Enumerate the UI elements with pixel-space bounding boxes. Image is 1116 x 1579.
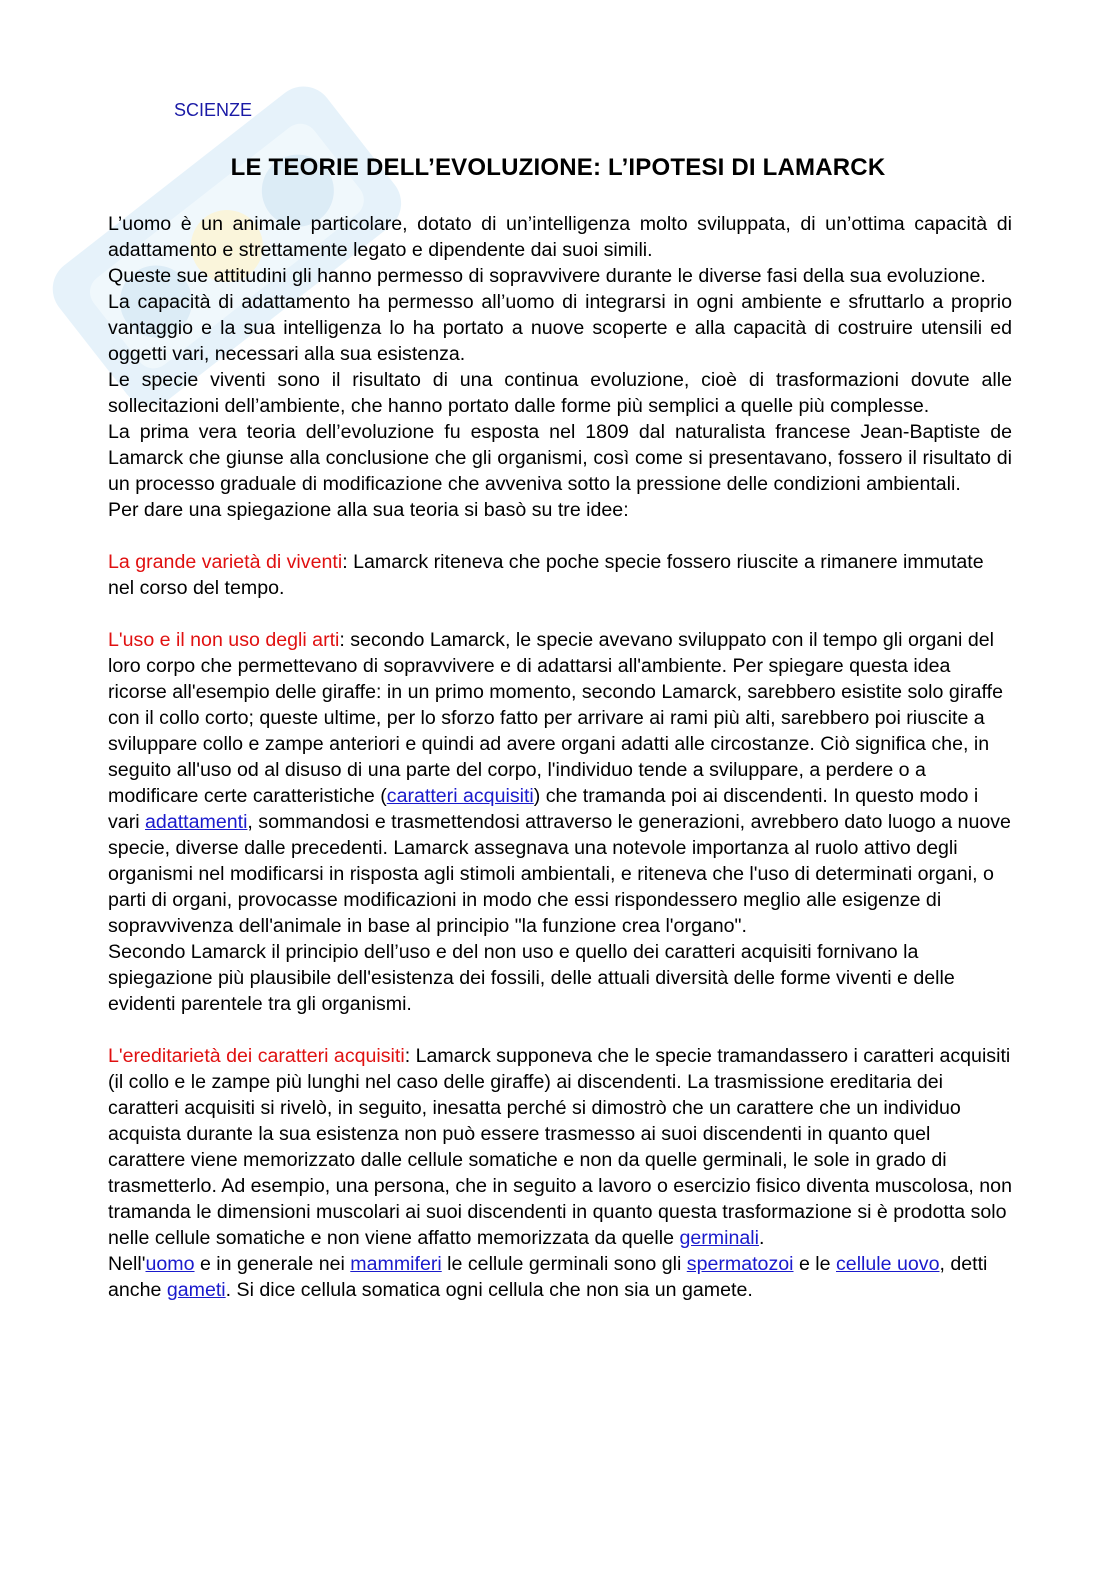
intro-paragraph-6: Per dare una spiegazione alla sua teoria si basò su tre idee: <box>108 499 629 521</box>
idea-3-paragraph-2 <box>108 1251 1012 1303</box>
link-gameti[interactable]: gameti <box>166 1279 226 1301</box>
link-cellule-uovo[interactable]: cellule uovo <box>836 1253 940 1275</box>
document-body <box>108 211 1012 1303</box>
link-spermatozoi[interactable]: spermatozoi <box>686 1253 794 1275</box>
intro-paragraph-1: L’uomo è un animale particolare, dotato di un’intelligenza molto sviluppata, di un’ottima capacità di adattamento e strettamente legato e dipendente dai suoi simili. <box>108 213 1012 261</box>
intro-paragraph-4: Le specie viventi sono il risultato di una continua evoluzione, cioè di trasformazioni dovute alle sollecitazioni dell’ambiente, che hanno portato dalle forme più semplici a quelle più complesse. <box>108 369 1012 417</box>
text-fragment: . Si dice cellula somatica ogni cellula che non sia un gamete. <box>225 1279 753 1301</box>
intro-paragraph-2: Queste sue attitudini gli hanno permesso di sopravvivere durante le diverse fasi della sua evoluzione. <box>108 265 986 287</box>
page-title: LE TEORIE DELL’EVOLUZIONE: L’IPOTESI DI LAMARCK <box>230 154 886 181</box>
text-fragment: e le <box>793 1253 836 1275</box>
idea-2-text-b: ) che tramanda poi ai discendenti. In questo modo i vari <box>108 785 979 833</box>
idea-1-heading: La grande varietà di viventi <box>108 551 343 573</box>
idea-2-text-a: : secondo Lamarck, le specie avevano sviluppato con il tempo gli organi del loro corpo che permettevano di sopravvivere e di adattarsi all'ambiente. Per spiegare questa idea ricorse all'esempio delle giraffe: in un primo momento, secondo Lamarck, sarebbero esistite solo giraffe con il collo corto; queste ultime, per lo sforzo fatto per arrivare ai rami più alti, sarebbero poi riuscite a sviluppare collo e zampe anteriori e quindi ad avere organi adatti alle circostanze. Ciò significa che, in seguito all'uso od al disuso di una parte del corpo, l'individuo tende a svilupparе, a perdere o a modificare certe caratteristiche ( <box>108 629 1003 807</box>
idea-3-text-b: . <box>758 1227 765 1249</box>
text-fragment: Nell' <box>108 1253 146 1275</box>
text-fragment: le cellule germinali sono gli <box>441 1253 687 1275</box>
idea-3-heading: L'ereditarietà dei caratteri acquisiti <box>108 1045 405 1067</box>
text-fragment: e in generale nei <box>194 1253 351 1275</box>
idea-2-followup: Secondo Lamarck il principio dell’uso e del non uso e quello dei caratteri acquisiti fornivano la spiegazione più plausibile dell'esistenza dei fossili, delle attuali diversità delle forme viventi e delle evidenti parentele tra gli organismi. <box>108 941 955 1015</box>
link-caratteri-acquisiti[interactable]: caratteri acquisiti <box>386 785 534 807</box>
idea-1-text: : Lamarck riteneva che poche specie fossero riuscite a rimanere immutate nel corso del tempo. <box>108 551 984 599</box>
link-mammiferi[interactable]: mammiferi <box>350 1253 442 1275</box>
idea-3-text-a: : Lamarck supponeva che le specie tramandassero i caratteri acquisiti (il collo e le zampe più lunghi nel caso delle giraffe) ai discendenti. La trasmissione ereditaria dei caratteri acquisiti si rivelò, in seguito, inesatta perché si dimostrò che un carattere che un individuo acquista durante la sua esistenza non può essere trasmesso ai suoi discendenti in quanto quel carattere viene memorizzato dalle cellule somatiche e non da quelle germinali, le sole in grado di trasmetterlo. Ad esempio, una persona, che in seguito a lavoro o esercizio fisico diventa muscolosa, non tramanda le dimensioni muscolari ai suoi discendenti in quanto questa trasformazione si è prodotta solo nelle cellule somatiche e non viene affatto memorizzata da quelle <box>108 1045 1012 1249</box>
intro-paragraph-3: La capacità di adattamento ha permesso all’uomo di integrarsi in ogni ambiente e sfruttarlo a proprio vantaggio e la sua intelligenza lo ha portato a nuove scoperte e alla capacità di costruire utensili ed oggetti vari, necessari alla sua esistenza. <box>108 291 1012 365</box>
intro-paragraph-5: La prima vera teoria dell’evoluzione fu esposta nel 1809 dal naturalista francese Jean-Baptiste de Lamarck che giunse alla conclusione che gli organismi, così come si presentavano, fossero il risultato di un processo graduale di modificazione che avveniva sotto la pressione delle condizioni ambientali. <box>108 421 1012 495</box>
link-adattamenti[interactable]: adattamenti <box>145 811 248 833</box>
link-uomo[interactable]: uomo <box>145 1253 195 1275</box>
idea-2-paragraph <box>108 627 1012 939</box>
subject-label: SCIENZE <box>174 100 253 120</box>
idea-3-paragraph <box>108 1043 1012 1251</box>
text-fragment: , detti anche <box>108 1253 988 1301</box>
idea-2-heading: L'uso e il non uso degli arti <box>108 629 340 651</box>
idea-2-text-c: , sommandosi e trasmettendosi attraverso le generazioni, avrebbero dato luogo a nuove specie, diverse dalle precedenti. Lamarck assegnava una notevole importanza al ruolo attivo degli organismi nel modificarsi in risposta agli stimoli ambientali, e riteneva che l'uso di determinati organi, o parti di organi, provocasse modificazioni in modo che essi rispondessero meglio alle esigenze di sopravvivenza dell'animale in base al principio "la funzione crea l'organo". <box>108 811 1011 937</box>
link-germinali[interactable]: germinali <box>679 1227 759 1249</box>
idea-1-paragraph <box>108 549 1012 601</box>
